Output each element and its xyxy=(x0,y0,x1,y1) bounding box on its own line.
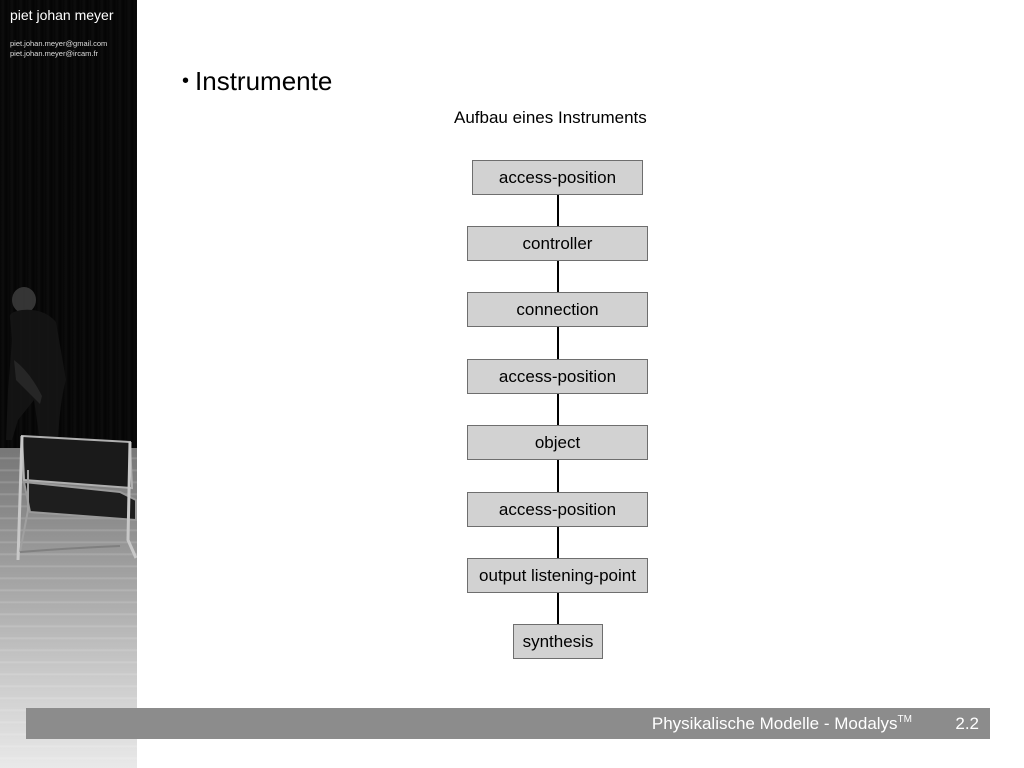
footer-bar xyxy=(26,708,990,739)
diagram-connector xyxy=(557,194,559,227)
chair xyxy=(18,436,136,560)
node-access-position-middle: access-position xyxy=(467,359,648,394)
diagram-connector xyxy=(557,460,559,492)
bullet-icon: • xyxy=(182,70,190,92)
slide-title-text: Instrumente xyxy=(195,66,333,96)
node-output-listening-point: output listening-point xyxy=(467,558,648,593)
node-access-position-top: access-position xyxy=(472,160,643,195)
sidebar-photo xyxy=(0,0,137,768)
diagram-connector xyxy=(557,526,559,559)
footer-title xyxy=(652,714,912,734)
node-connection: connection xyxy=(467,292,648,327)
node-access-position-bottom: access-position xyxy=(467,492,648,527)
diagram-connector xyxy=(557,327,559,359)
diagram-connector xyxy=(557,593,559,625)
diagram-connector xyxy=(557,261,559,293)
node-controller: controller xyxy=(467,226,648,261)
footer-title-text: Physikalische Modelle - Modalys xyxy=(651,714,898,733)
author-name: piet johan meyer xyxy=(10,7,114,23)
standing-figure xyxy=(6,287,66,442)
node-synthesis: synthesis xyxy=(513,624,603,659)
footer-trademark: TM xyxy=(897,714,912,725)
author-email-ircam[interactable]: piet.johan.meyer@ircam.fr xyxy=(10,49,99,58)
diagram-connector xyxy=(557,393,559,426)
diagram-caption: Aufbau eines Instruments xyxy=(454,108,647,127)
page-number: 2.2 xyxy=(955,714,979,733)
slide-title xyxy=(182,66,332,97)
sidebar xyxy=(0,0,137,768)
node-object: object xyxy=(467,425,648,460)
author-email-gmail[interactable]: piet.johan.meyer@gmail.com xyxy=(10,39,108,48)
